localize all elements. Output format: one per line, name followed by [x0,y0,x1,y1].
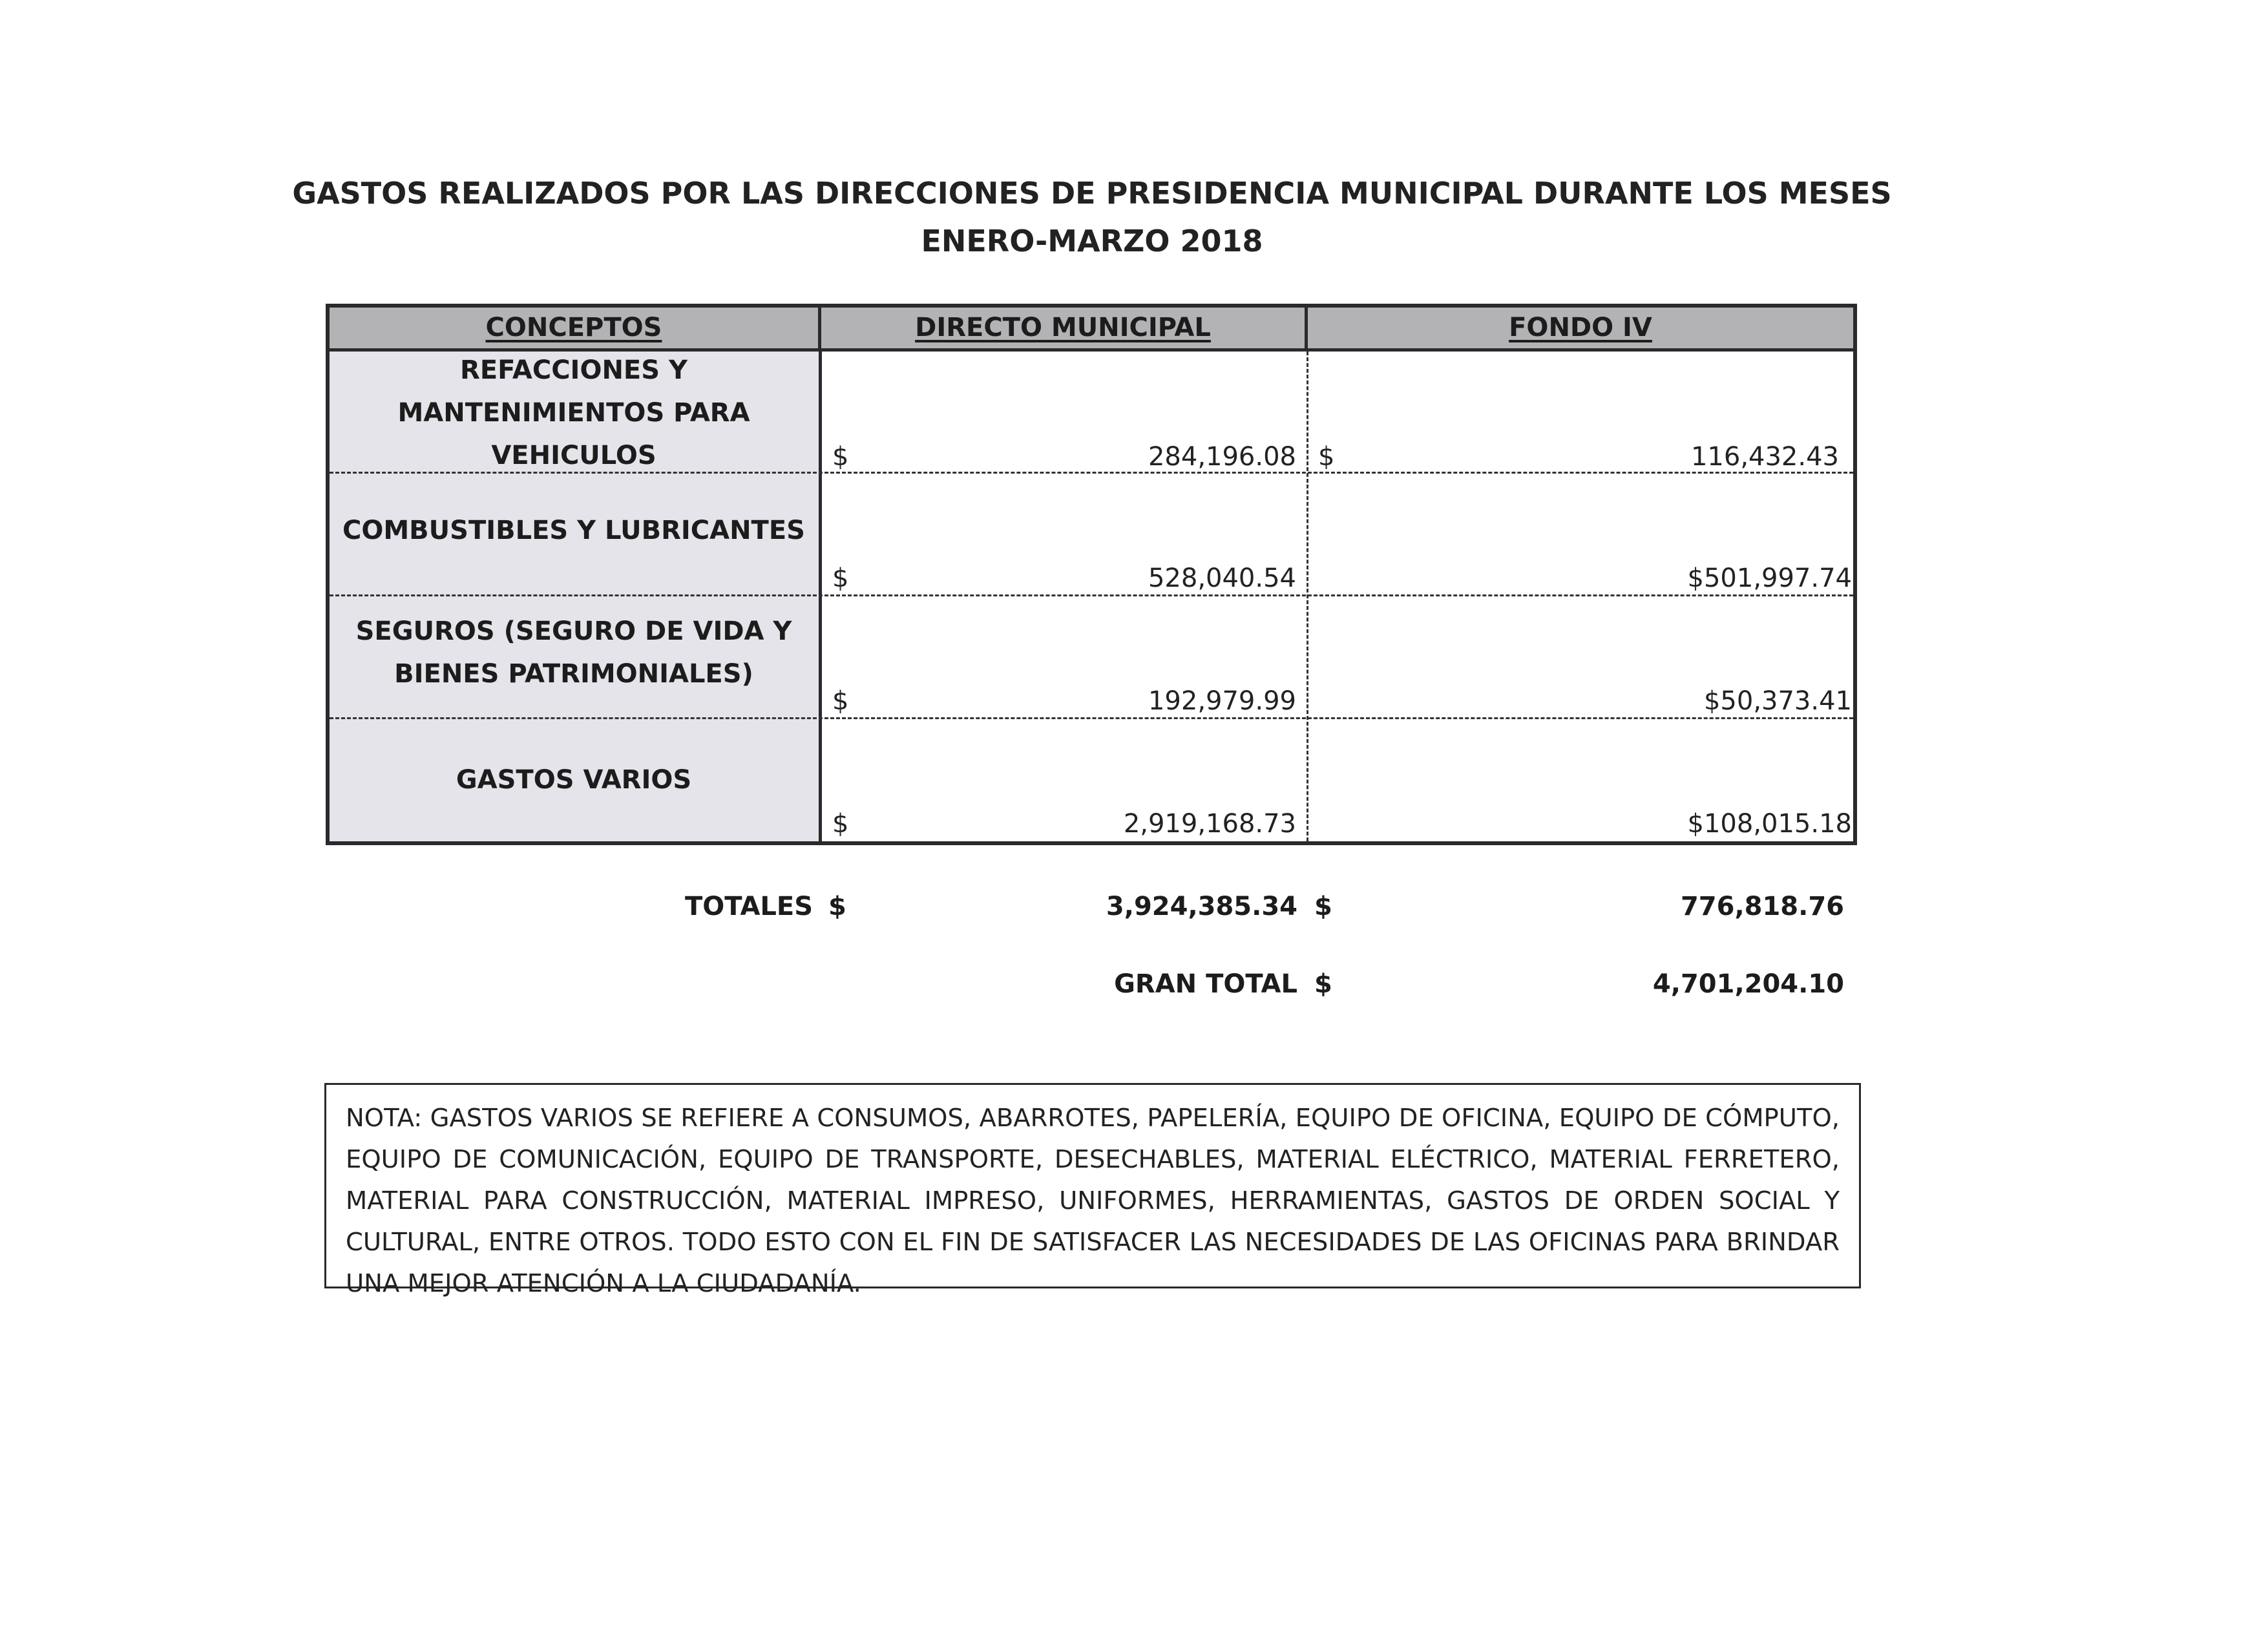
totals-fondo-value: 776,818.76 [1680,892,1844,921]
fondo-value: 116,432.43 [1690,442,1839,472]
currency-sign: $ [832,563,849,593]
header-directo-municipal: DIRECTO MUNICIPAL [821,308,1305,352]
table-row [330,352,1853,474]
currency-sign: $ [832,686,849,716]
concept-cell: COMBUSTIBLES Y LUBRICANTES [342,516,805,545]
title-line-2: ENERO-MARZO 2018 [921,224,1263,258]
totals-directo-sign: $ [828,892,846,921]
document-title [0,169,2184,265]
gran-total-sign: $ [1314,969,1332,999]
directo-value: 192,979.99 [1148,686,1296,716]
fondo-value: $501,997.74 [1687,563,1852,593]
table-row [330,597,1853,720]
totals-directo-value: 3,924,385.34 [1106,892,1297,921]
concept-cell: REFACCIONES Y MANTENIMIENTOS PARA VEHICULOS [397,355,750,470]
currency-sign: $ [832,809,849,839]
directo-value: 284,196.08 [1148,442,1296,472]
currency-sign: $ [1318,442,1335,472]
note-box [324,1083,1861,1298]
fondo-value: $108,015.18 [1687,809,1852,839]
note-text: NOTA: GASTOS VARIOS SE REFIERE A CONSUMOS, ABARROTES, PAPELERÍA, EQUIPO DE OFICINA, EQUIPO DE CÓMPUTO, EQUIPO DE COMUNICACIÓN, EQUIPO DE TRANSPORTE, DESECHABLES, MATERIAL ELÉCTRICO, MATERIAL FERRETERO, MATERIAL PARA CONSTRUCCIÓN, MATERIAL IMPRESO, UNIFORMES, HERRAMIENTAS, GASTOS DE ORDEN SOCIAL Y CULTURAL, ENTRE OTROS. TODO ESTO CON EL FIN DE SATISFACER LAS NECESIDADES DE LAS OFICINAS PARA BRINDAR UNA MEJOR ATENCIÓN A LA CIUDADANÍA. [346,1104,1840,1298]
fondo-value: $50,373.41 [1703,686,1852,716]
concept-cell: GASTOS VARIOS [456,765,692,795]
title-line-1: GASTOS REALIZADOS POR LAS DIRECCIONES DE PRESIDENCIA MUNICIPAL DURANTE LOS MESES [292,176,1892,211]
table-row [330,720,1853,841]
row-divider [330,594,1853,596]
totals-fondo-sign: $ [1314,892,1332,921]
header-fondo-iv: FONDO IV [1308,308,1853,352]
totals-label: TOTALES [685,892,814,921]
row-divider [330,472,1853,474]
row-divider [330,717,1853,719]
table-row [330,474,1853,597]
directo-value: 2,919,168.73 [1123,809,1296,839]
header-conceptos: CONCEPTOS [330,308,818,352]
directo-value: 528,040.54 [1148,563,1296,593]
currency-sign: $ [832,442,849,472]
gran-total-label: GRAN TOTAL [1114,969,1297,999]
expenses-table [326,304,1857,845]
gran-total-value: 4,701,204.10 [1652,969,1844,999]
concept-cell: SEGUROS (SEGURO DE VIDA Y BIENES PATRIMONIALES) [355,616,792,689]
